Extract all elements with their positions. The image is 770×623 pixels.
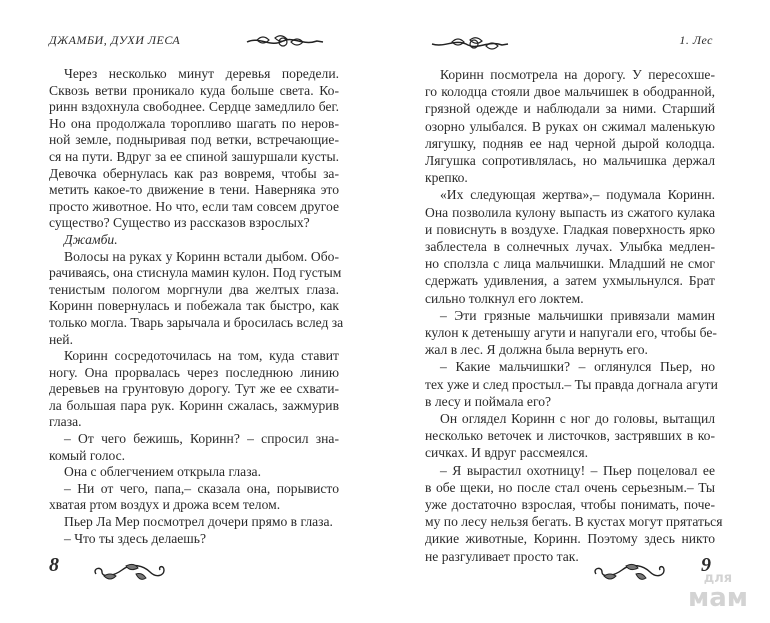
paragraph — [425, 186, 715, 306]
text-line: – Какие мальчишки? – оглянулся Пьер, но — [440, 359, 715, 375]
text-line: ся на пути. Вдруг за ее спиной зашуршали кусты. — [49, 148, 339, 164]
text-line: глаза. — [49, 414, 82, 430]
text-line: только могла. Тварь зарычала и бросилась вслед за — [49, 314, 344, 330]
text-line: лягушку, подняв ее над черной дырой колодца. — [425, 135, 715, 151]
text-line: тенистым пологом моргнули два желтых глаза. — [49, 281, 339, 297]
text-line: «Их следующая жертва»,– подумала Коринн. — [440, 187, 715, 203]
text-line: жал в лес. Я должна была вернуть его. — [425, 342, 648, 358]
paragraph — [49, 464, 339, 481]
paragraph — [49, 232, 339, 249]
text-line: Джамби. — [64, 231, 118, 247]
text-line: хватая ртом воздух и дрожа всем телом. — [49, 497, 281, 513]
text-line: ней. — [49, 331, 73, 347]
text-line: крепко. — [425, 170, 468, 186]
text-line: Девочка обернулась как раз вовремя, чтобы за- — [49, 165, 339, 181]
text-line: сичках. И вдруг рассмеялся. — [425, 445, 589, 461]
text-line: Волосы на руках у Коринн встали дыбом. Обо- — [64, 248, 339, 264]
paragraph — [425, 462, 723, 565]
text-line: ной земле, подныривая под ветки, встречающие- — [49, 132, 339, 148]
page-number: 8 — [49, 554, 59, 576]
paragraph — [49, 531, 339, 548]
text-line: дикие животные, Коринн. Поэтому здесь никто — [425, 531, 715, 547]
text-line: ринн вздохнула свободнее. Сердце замедлило бег. — [49, 99, 339, 115]
header-ornament-icon — [245, 32, 325, 52]
text-line: – Ни от чего, папа,– сказала она, порывисто — [64, 480, 339, 496]
text-line: Через несколько минут деревья поредели. — [64, 66, 339, 81]
paragraph — [425, 66, 715, 186]
text-line: метить какое-то движение в тени. Наверняка это — [49, 182, 339, 198]
watermark-line2: мам — [687, 583, 748, 613]
watermark-logo — [688, 572, 748, 611]
text-line: Сквозь ветви проникало куда больше света. Ко- — [49, 82, 339, 98]
text-line: уже достаточно взрослая, чтобы понимать, поче- — [425, 497, 715, 513]
text-line: сдержать удивления, а затем ухмыльнулся. Брат — [425, 273, 715, 289]
paragraph — [425, 307, 715, 359]
text-line: ла большая пара рук. Коринн сжалась, зажмурив — [49, 397, 339, 413]
paragraph — [49, 66, 339, 232]
text-line: сильно толкнул его локтем. — [425, 290, 584, 306]
text-line: тех уже и след простыл.– Ты правда догнала агути — [425, 376, 718, 392]
text-line: не разгуливает просто так. — [425, 548, 579, 564]
text-line: му по лесу нельзя бегать. В кустах могут прятаться — [425, 514, 723, 530]
text-line: в лесу и поймала его? — [425, 393, 552, 409]
text-line: Пьер Ла Мер посмотрел дочери прямо в глаза. — [64, 514, 333, 530]
text-line: грязной одежде и наблюдали за ними. Старший — [425, 101, 715, 117]
text-line: го колодца стояли двое мальчишек в ободранной, — [425, 84, 715, 100]
running-head: 1. Лес — [679, 33, 713, 47]
text-line: Она позволила кулону выпасть из сжатого кулака — [425, 204, 715, 220]
text-line: Коринн повернулась и побежала так быстро, как — [49, 298, 339, 314]
footer-ornament-icon — [590, 560, 670, 586]
text-line: озорно улыбался. В руках он сжимал маленькую — [425, 118, 715, 134]
text-line: но сползла с лица мальчишки. Младший не смог — [425, 256, 715, 272]
paragraph — [49, 481, 339, 514]
header-ornament-icon — [430, 34, 510, 54]
text-line: – Эти грязные мальчишки привязали мамин — [440, 307, 715, 323]
text-line: – От чего бежишь, Коринн? – спросил зна- — [64, 431, 339, 447]
page-text — [49, 66, 344, 547]
text-line: Он оглядел Коринн с ног до головы, вытащил — [440, 411, 715, 427]
right-page — [385, 0, 770, 623]
text-line: кулон к детенышу агути и напугали его, чтобы бе- — [425, 325, 717, 341]
text-line: просто животное. Но что, если там совсем другое — [49, 198, 339, 214]
paragraph — [49, 348, 339, 431]
page-number: 9 — [701, 554, 711, 576]
text-line: – Что ты здесь делаешь? — [64, 530, 207, 546]
text-line: Она с облегчением открыла глаза. — [64, 464, 261, 480]
text-line: рачиваясь, она стиснула мамин кулон. Под густым — [49, 265, 342, 281]
page-text — [425, 66, 723, 565]
text-line: ногу. Она прорвалась через последнюю линию — [49, 364, 339, 380]
paragraph — [49, 514, 339, 531]
paragraph — [425, 410, 715, 462]
text-line: Коринн сосредоточилась на том, куда ставит — [64, 348, 339, 364]
text-line: Коринн посмотрела на дорогу. У пересохше- — [440, 67, 715, 82]
text-line: комый голос. — [49, 447, 126, 463]
text-line: несколько веточек и листочков, застрявших в ко- — [425, 428, 715, 444]
footer-ornament-icon — [90, 560, 170, 586]
text-line: Но она продолжала торопливо шагать по неров- — [49, 115, 339, 131]
running-head: ДЖАМБИ, ДУХИ ЛЕСА — [49, 33, 181, 47]
text-line: – Я вырастил охотницу! – Пьер поцеловал ее — [440, 462, 715, 478]
text-line: существо? Существо из рассказов взрослых? — [49, 215, 310, 231]
watermark-line1: для — [703, 571, 733, 586]
paragraph — [425, 358, 718, 410]
text-line: и повиснуть в воздухе. Гладкая поверхность ярко — [425, 221, 715, 237]
text-line: Лягушка сопротивлялась, но мальчишка держал — [425, 153, 715, 169]
text-line: в обе щеки, но после стал очень серьезным.– Ты — [425, 479, 715, 495]
paragraph — [49, 431, 339, 464]
paragraph — [49, 248, 344, 349]
text-line: заблестела в солнечных лучах. Улыбка медлен- — [425, 239, 715, 255]
text-line: деревьев на грунтовую дорогу. Тут же ее схвати- — [49, 381, 339, 397]
